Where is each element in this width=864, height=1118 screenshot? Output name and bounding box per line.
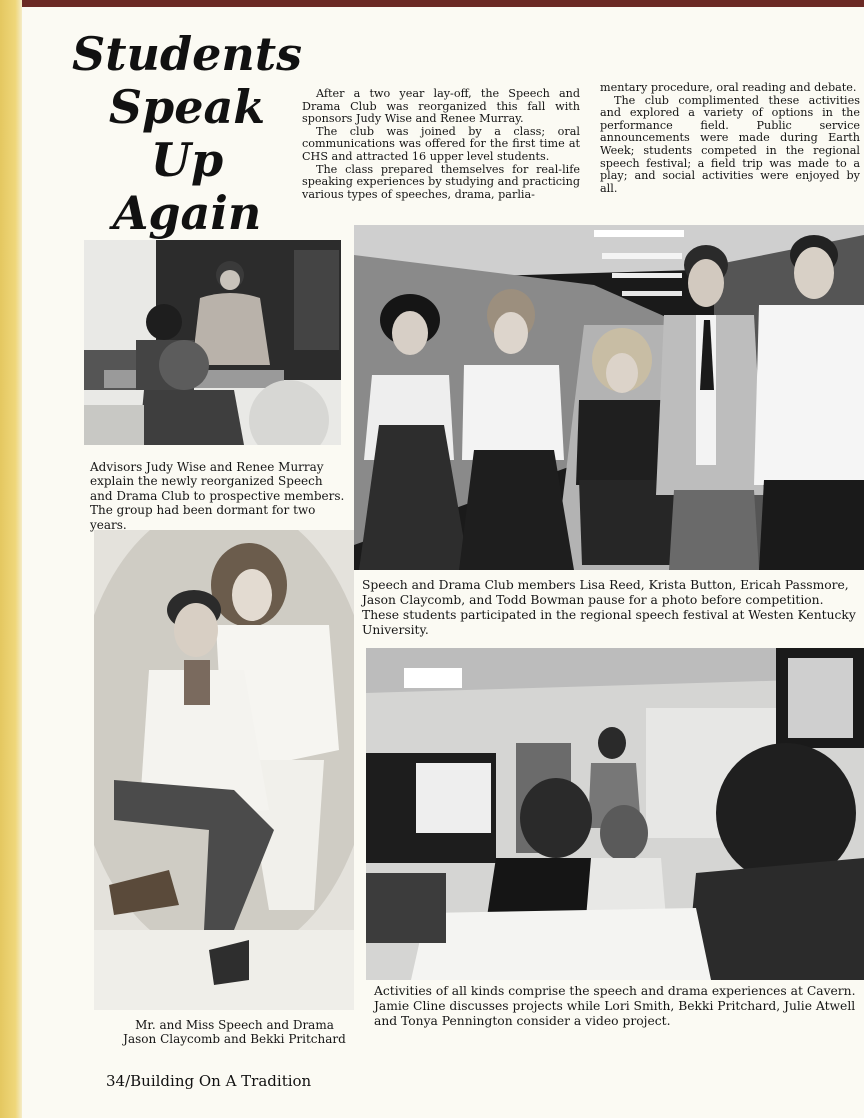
club-members-photo: [354, 225, 864, 570]
body-paragraph: The class prepared themselves for real-life speaking experiences by studying and practicing various types of speeches, drama, parlia-: [302, 162, 580, 201]
title-line: Again: [112, 186, 262, 240]
title-line: Speak: [108, 80, 266, 134]
page-footer: 34/Building On A Tradition: [106, 1072, 312, 1090]
page-binding-edge: [0, 0, 22, 1118]
body-text-column-1: [302, 88, 580, 201]
body-paragraph: After a two year lay-off, the Speech and Drama Club was reorganized this fall with sponsors Judy Wise and Renee Murray.: [302, 87, 580, 126]
body-paragraph: The club complimented these activities and explored a variety of options in the performance field. Public service announcements were made during Earth Week; students competed in the regional speech festival; a field trip was made to a play; and social activities were enjoyed by all.: [600, 93, 860, 195]
advisors-photo: [84, 240, 341, 445]
classroom-activities-photo: [366, 648, 864, 980]
body-paragraph: The club was joined by a class; oral communications was offered for the first time at CHS and attracted 16 upper level students.: [302, 124, 580, 163]
activities-caption: Activities of all kinds comprise the speech and drama experiences at Cavern. Jamie Cline discusses projects while Lori Smith, Bekki Pritchard, Julie Atwell and Tonya Pennington consider a video project.: [374, 984, 856, 1028]
body-text-column-2: [600, 82, 860, 195]
mr-miss-caption-line: Mr. and Miss Speech and Drama: [135, 1018, 334, 1032]
title-line: Up: [150, 133, 224, 187]
advisors-caption: Advisors Judy Wise and Renee Murray explain the newly reorganized Speech and Drama Club to prospective members. The group had been dormant for two years.: [90, 460, 345, 532]
mr-miss-caption: [112, 1018, 357, 1047]
page-title: [72, 28, 302, 240]
mr-miss-caption-line: Jason Claycomb and Bekki Pritchard: [123, 1032, 346, 1047]
body-paragraph: mentary procedure, oral reading and debate.: [600, 81, 857, 94]
page-top-edge: [0, 0, 864, 7]
club-members-caption: Speech and Drama Club members Lisa Reed, Krista Button, Ericah Passmore, Jason Claycomb, and Todd Bowman pause for a photo before competition. These students participated in the regional speech festival at Westen Kentucky University.: [362, 578, 856, 637]
mr-miss-speech-drama-photo: [94, 530, 354, 1010]
title-line: Students: [72, 27, 302, 81]
